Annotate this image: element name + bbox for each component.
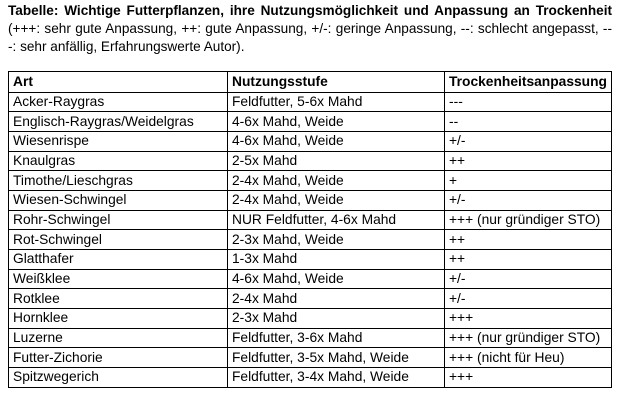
cell-trockenheitsanpassung: +/- <box>445 131 612 151</box>
cell-art: Wiesenrispe <box>9 131 228 151</box>
header-nutzungsstufe: Nutzungsstufe <box>228 72 445 93</box>
caption-title: Tabelle: Wichtige Futterpflanzen, ihre Nutzungsmöglichkeit und Anpassung an Trockenheit <box>8 3 612 18</box>
table-row <box>9 190 612 210</box>
table-row <box>9 230 612 250</box>
cell-art: Rot-Schwingel <box>9 230 228 250</box>
table-row <box>9 250 612 270</box>
table-row <box>9 269 612 289</box>
cell-art: Hornklee <box>9 309 228 329</box>
cell-art: Glatthafer <box>9 250 228 270</box>
cell-trockenheitsanpassung: -- <box>445 112 612 132</box>
cell-art: Futter-Zichorie <box>9 348 228 368</box>
cell-art: Rohr-Schwingel <box>9 210 228 230</box>
cell-nutzungsstufe: 2-3x Mahd, Weide <box>228 230 445 250</box>
cell-nutzungsstufe: Feldfutter, 5-6x Mahd <box>228 92 445 112</box>
header-art: Art <box>9 72 228 93</box>
cell-art: Timothe/Lieschgras <box>9 171 228 191</box>
cell-trockenheitsanpassung: +/- <box>445 269 612 289</box>
cell-nutzungsstufe: 4-6x Mahd, Weide <box>228 112 445 132</box>
table-row <box>9 151 612 171</box>
header-trockenheitsanpassung: Trockenheitsanpassung <box>445 72 612 93</box>
cell-art: Acker-Raygras <box>9 92 228 112</box>
caption-legend: (+++: sehr gute Anpassung, ++: gute Anpassung, +/-: geringe Anpassung, --: schlecht angepasst, ---: sehr anfällig, Erfahrungswerte Autor). <box>8 21 612 54</box>
cell-nutzungsstufe: 2-4x Mahd, Weide <box>228 190 445 210</box>
table-header-row <box>9 72 612 93</box>
table-body <box>9 92 612 387</box>
cell-art: Spitzwegerich <box>9 368 228 388</box>
table-row <box>9 368 612 388</box>
cell-trockenheitsanpassung: +++ <box>445 368 612 388</box>
cell-art: Englisch-Raygras/Weidelgras <box>9 112 228 132</box>
cell-trockenheitsanpassung: +++ (nicht für Heu) <box>445 348 612 368</box>
cell-nutzungsstufe: 2-4x Mahd, Weide <box>228 171 445 191</box>
cell-art: Rotklee <box>9 289 228 309</box>
cell-nutzungsstufe: 2-4x Mahd <box>228 289 445 309</box>
cell-trockenheitsanpassung: +/- <box>445 190 612 210</box>
table-row <box>9 210 612 230</box>
table-row <box>9 309 612 329</box>
table-row <box>9 171 612 191</box>
table-row <box>9 92 612 112</box>
cell-nutzungsstufe: Feldfutter, 3-5x Mahd, Weide <box>228 348 445 368</box>
cell-nutzungsstufe: 4-6x Mahd, Weide <box>228 269 445 289</box>
cell-trockenheitsanpassung: +++ (nur gründiger STO) <box>445 328 612 348</box>
cell-trockenheitsanpassung: ++ <box>445 151 612 171</box>
cell-trockenheitsanpassung: ++ <box>445 250 612 270</box>
cell-art: Weißklee <box>9 269 228 289</box>
cell-art: Luzerne <box>9 328 228 348</box>
cell-nutzungsstufe: 1-3x Mahd <box>228 250 445 270</box>
cell-nutzungsstufe: NUR Feldfutter, 4-6x Mahd <box>228 210 445 230</box>
table-row <box>9 348 612 368</box>
cell-nutzungsstufe: 2-3x Mahd <box>228 309 445 329</box>
cell-nutzungsstufe: 4-6x Mahd, Weide <box>228 131 445 151</box>
cell-art: Wiesen-Schwingel <box>9 190 228 210</box>
table-row <box>9 328 612 348</box>
cell-trockenheitsanpassung: + <box>445 171 612 191</box>
cell-nutzungsstufe: Feldfutter, 3-6x Mahd <box>228 328 445 348</box>
forage-plants-table <box>8 71 612 388</box>
cell-nutzungsstufe: 2-5x Mahd <box>228 151 445 171</box>
cell-art: Knaulgras <box>9 151 228 171</box>
cell-nutzungsstufe: Feldfutter, 3-4x Mahd, Weide <box>228 368 445 388</box>
table-row <box>9 131 612 151</box>
cell-trockenheitsanpassung: +++ <box>445 309 612 329</box>
cell-trockenheitsanpassung: +/- <box>445 289 612 309</box>
table-row <box>9 112 612 132</box>
cell-trockenheitsanpassung: +++ (nur gründiger STO) <box>445 210 612 230</box>
table-caption <box>8 2 612 56</box>
cell-trockenheitsanpassung: --- <box>445 92 612 112</box>
cell-trockenheitsanpassung: ++ <box>445 230 612 250</box>
table-row <box>9 289 612 309</box>
